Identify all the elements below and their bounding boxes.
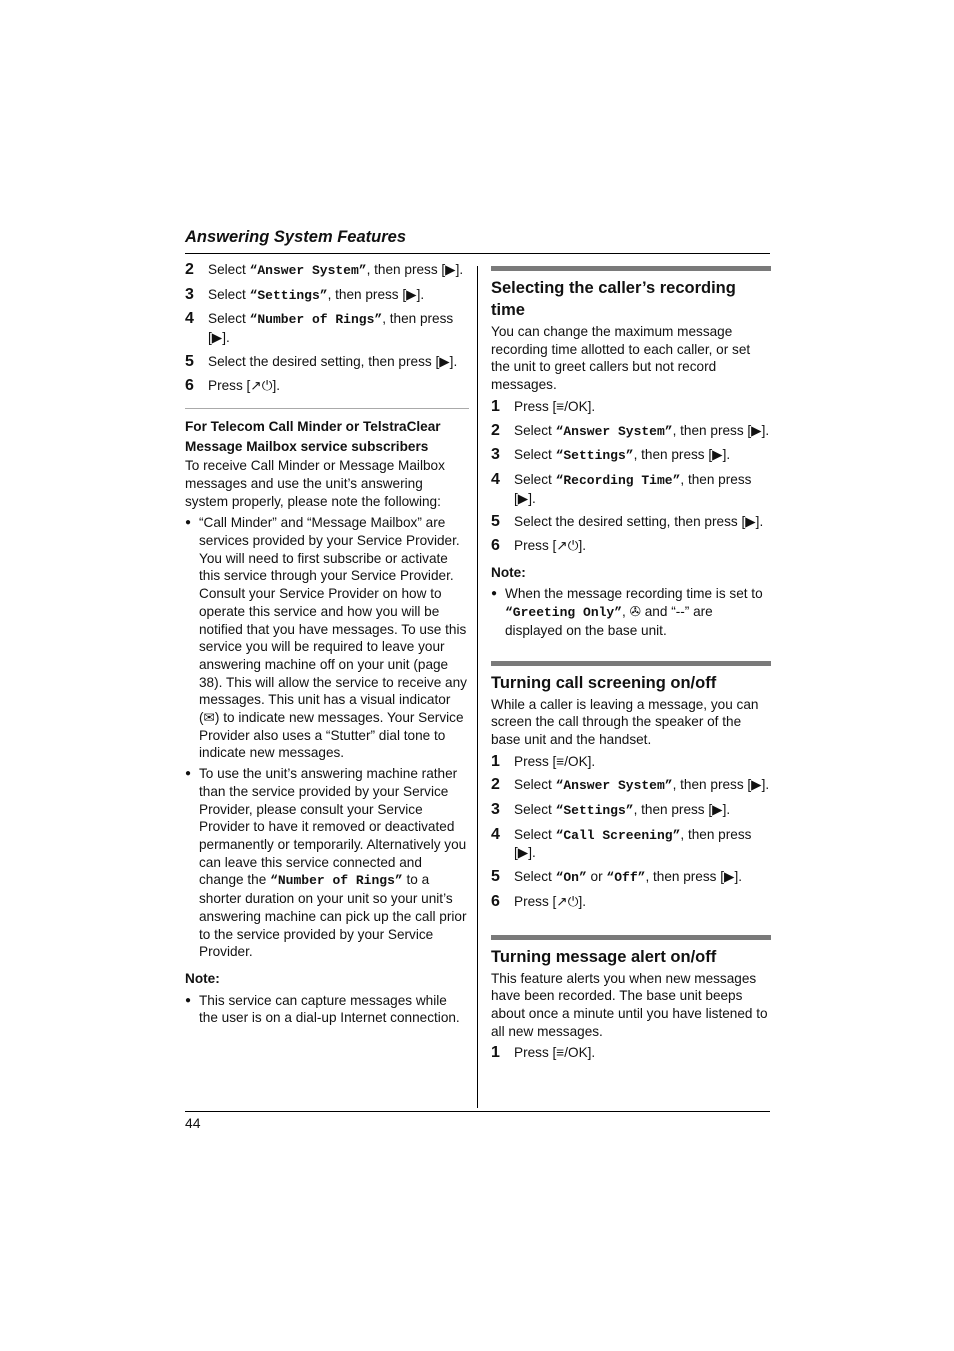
page-header-title: Answering System Features	[185, 228, 406, 246]
note-label: Note:	[491, 564, 526, 580]
footer-rule	[185, 1111, 770, 1112]
step-item	[185, 310, 469, 346]
step-number: 1	[491, 752, 500, 770]
section-title: Turning message alert on/off	[491, 947, 717, 966]
bullet-icon: ●	[185, 768, 192, 780]
step-text: Select the desired setting, then press [▶].	[208, 353, 458, 369]
section-intro: You can change the maximum message recording time allotted to each caller, or set the unit to greet callers but not record messages.	[491, 324, 751, 393]
step-text: Press [≡/OK].	[514, 753, 596, 769]
bullet-icon: ●	[491, 588, 498, 600]
step-number: 2	[185, 261, 194, 278]
section-intro: While a caller is leaving a message, you can screen the call through the speaker of the base unit and the handset.	[491, 696, 759, 747]
bullet-text: To use the unit’s answering machine rather than the service provided by your Service Provider, please consult your Service Provider to have it removed or deactivated permanently or temporarily. Alternatively you can leave this service connected and change the “Number of Rings” to a shorter duration on your unit so your unit’s answering machine can pick up the call prior to the service provided by your Service Provider.	[199, 766, 467, 960]
step-text: Select “Answer System”, then press [▶].	[208, 262, 464, 278]
step-text: Select “Settings”, then press [▶].	[514, 447, 731, 464]
step-number: 4	[491, 470, 500, 488]
bullet-text: “Call Minder” and “Message Mailbox” are services provided by your Service Provider. You will need to first subscribe or activate this service through your Service Provider. Consult your Service Provider on how to operate this service and how you will be notified that you have messages. To use this service you will be required to leave your answering machine off on your unit (page 38). This will allow the service to receive any messages. This unit has a visual indicator (✉) to indicate new messages. Your Service Provider also uses a “Stutter” dial tone to indicate new messages.	[199, 515, 467, 761]
step-text: Press [↗⏻].	[514, 538, 586, 554]
step-text: Press [↗⏻].	[208, 377, 280, 393]
step-number: 5	[185, 352, 194, 370]
step-number: 3	[491, 801, 500, 819]
step-item	[491, 513, 771, 531]
section-title: Selecting the caller’s recording time	[491, 279, 736, 319]
section-bar	[491, 935, 771, 940]
note-text: This service can capture messages while the user is on a dial-up Internet connection.	[199, 992, 460, 1026]
step-number: 1	[491, 397, 500, 415]
column-divider	[477, 266, 478, 1108]
note-label: Note:	[185, 970, 220, 986]
step-item	[491, 826, 771, 862]
step-item	[491, 753, 771, 771]
step-text: Select “Answer System”, then press [▶].	[514, 777, 770, 794]
step-item	[185, 286, 469, 305]
step-text: Press [≡/OK].	[514, 398, 596, 414]
step-number: 6	[185, 376, 194, 394]
note-text: When the message recording time is set to “Greeting Only”, ✇ and “--” are displayed on the base unit.	[505, 586, 763, 638]
step-item	[491, 1044, 771, 1062]
step-number: 6	[491, 537, 500, 555]
step-text: Press [↗⏻].	[514, 893, 586, 909]
step-text: Select “Answer System”, then press [▶].	[514, 422, 770, 439]
section-bar	[491, 661, 771, 666]
step-item	[491, 776, 771, 795]
header-rule	[185, 253, 770, 254]
left-column	[185, 261, 469, 1030]
bullet-item	[185, 765, 469, 961]
intro-paragraph: To receive Call Minder or Message Mailbox messages and use the unit’s answering system properly, please note the following:	[185, 458, 445, 509]
step-number: 3	[185, 285, 194, 303]
step-text: Select “Number of Rings”, then press [▶].	[208, 311, 454, 346]
step-number: 6	[491, 892, 500, 910]
step-item	[185, 261, 469, 280]
section-title: Turning call screening on/off	[491, 673, 717, 692]
bullet-item	[185, 514, 469, 762]
step-text: Select “On” or “Off”, then press [▶].	[514, 869, 743, 886]
step-item	[491, 422, 771, 441]
right-column	[491, 266, 771, 1068]
step-number: 5	[491, 513, 500, 531]
bullet-icon: ●	[185, 517, 192, 529]
step-item	[491, 471, 771, 507]
step-item	[491, 537, 771, 555]
step-number: 1	[491, 1044, 500, 1062]
step-item	[185, 377, 469, 395]
section-bar	[491, 266, 771, 271]
step-text: Select “Recording Time”, then press [▶].	[514, 471, 752, 506]
step-item	[491, 446, 771, 465]
step-text: Select “Call Screening”, then press [▶].	[514, 826, 752, 861]
step-item	[491, 801, 771, 820]
step-number: 4	[491, 825, 500, 843]
step-item	[491, 893, 771, 911]
step-item	[491, 868, 771, 887]
step-text: Select the desired setting, then press [▶].	[514, 514, 764, 530]
subheading: For Telecom Call Minder or TelstraClear Message Mailbox service subscribers	[185, 419, 441, 455]
step-item	[185, 353, 469, 371]
step-item	[491, 398, 771, 416]
section-intro: This feature alerts you when new messages have been recorded. The base unit beeps about once a minute until you have listened to all new messages.	[491, 970, 768, 1039]
step-number: 4	[185, 310, 194, 328]
page-number: 44	[185, 1115, 201, 1131]
bullet-item	[185, 992, 469, 1027]
step-number: 2	[491, 421, 500, 439]
step-text: Select “Settings”, then press [▶].	[208, 286, 425, 303]
step-number: 2	[491, 776, 500, 794]
bullet-item	[491, 585, 771, 639]
step-number: 5	[491, 868, 500, 886]
step-text: Press [≡/OK].	[514, 1045, 596, 1061]
step-text: Select “Settings”, then press [▶].	[514, 802, 731, 819]
bullet-icon: ●	[185, 994, 192, 1006]
step-number: 3	[491, 446, 500, 464]
divider	[185, 408, 469, 409]
